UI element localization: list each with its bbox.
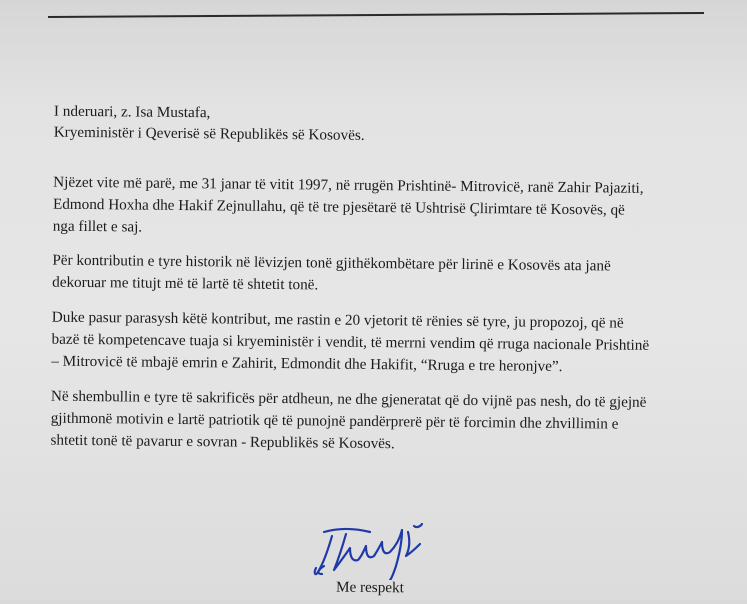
paragraph-line: Edmond Hoxha dhe Hakif Zejnullahu, që të tre pjesëtarë të Ushtrisë Çlirimtare të Kosovës, që [52, 195, 625, 219]
recipient-title: Kryeministër i Qeverisë së Republikës së Kosovës. [53, 123, 365, 144]
closing-text: Me respekt [335, 578, 404, 597]
salutation-line: I nderuari, z. Isa Mustafa, [53, 102, 211, 122]
paragraph-line: dekoruar me titujt më të lartë të shtetit tonë. [52, 273, 319, 294]
paragraph-line: Në shembullin e tyre të sakrificës për atdheun, ne dhe gjeneratat që do vijnë pas nesh, do të gjejnë [50, 387, 647, 411]
paragraph-line: – Mitrovicë të mbajë emrin e Zahirit, Edmondit dhe Hakifit, “Rruga e tre heronjve”. [51, 352, 563, 375]
paragraph-line: nga fillet e saj. [52, 217, 143, 236]
paragraph-line: Për kontributin e tyre historik në lëvizjen tonë gjithëkombëtare për lirinë e Kosovës ata janë [52, 251, 611, 275]
paragraph-line: Duke pasur parasysh këtë kontribut, me rastin e 20 vjetorit të rënies së tyre, ju propozoj, që në [51, 308, 624, 332]
paragraph-line: Njëzet vite më parë, me 31 janar të vitit 1997, në rrugën Prishtinë- Mitrovicë, ranë Zahir Pajaziti, [53, 173, 644, 197]
paragraph-line: shtetit tonë të pavarur e sovran - Republikës së Kosovës. [50, 431, 395, 453]
paragraph-line: bazë të kompetencave tuaja si kryeministër i vendit, të merrni vendim që rruga nacionale Prishtinë [51, 330, 650, 354]
paragraph-line: gjithmonë motivin e lartë patriotik që të punojnë pandërprerë për të forcimin dhe zhvillimin e [50, 409, 619, 433]
